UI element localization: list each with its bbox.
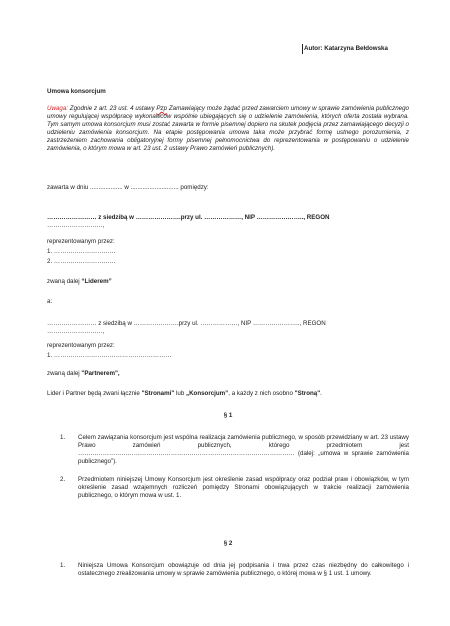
party1-rep-1: 1. ………………………… [47,248,116,255]
section2-heading: § 2 [223,540,233,547]
party1-details: …………………… z siedzibą w ………………….przy ul. ………………, NIP ………………….., REGON [47,214,330,221]
party1-represented: reprezentowanym przez: [47,238,115,245]
party2-details-cont: ………………………, [47,328,105,335]
document-title: Umowa konsorcjum [47,88,106,95]
author-line: Autor: Katarzyna Bełdowska [304,45,388,52]
s1-item2-num: 2. [60,476,66,483]
section1-heading: § 1 [223,412,233,419]
s2-item1-num: 1. [60,562,66,569]
party2-details: …………………… z siedzibą w ………………….przy ul. ………………, NIP ………………….., REGON [47,320,326,327]
s2-item1-text: Niniejsza Umowa Konsorcjum obowiązuje od dnia jej podpisania i trwa przez czas niezbędny do całkowitego i ostatecznego zrealizowania umowy w sprawie zamówienia publicznego, o której mowa w § 1 ust. 1 umowy. [78,562,409,577]
party2-rep-1: 1. ………………………………………………… [47,352,172,359]
party1-rep-2: 2. ………………………… [47,258,116,265]
party2-represented: reprezentowanym przez: [47,342,115,349]
party1-called: zwaną dalej “Liderem” [47,278,112,285]
legal-note: Uwaga: Zgodnie z art. 23 ust. 4 ustawy Pzp Zamawiający może żądać przed zawarciem umowy w sprawie zamówienia publicznego umowy regulującej współpracę wykonawców wspólnie ubiegających się o udzielenie zamówienia, których oferta została wybrana. Tym samym umowa konsorcjum musi zostać zawarta w formie pisemnej dopiero na skutek podjęcia przez zamawiającego decyzji o udzieleniu zamówienia konsorcjum. Na etapie postępowania umowa taka może przybrać formę ustnego porozumienia, z zastrzeżeniem zachowania obligatoryjnej formy pisemnej pełnomocnictwa do reprezentowania w postępowaniu o udzielenie zamówienia, o którym mowa w art. 23 ust. 2 ustawy Prawo zamówień publicznych). [47,105,409,152]
leader-term: “Liderem” [81,278,112,285]
text-cursor [302,44,303,54]
parties-sentence: Lider i Partner będą zwani łącznie "Stronami" lub „Konsorcjum”, a każdy z nich osobno "Stroną". [47,390,322,397]
party2-called: zwaną dalej "Partnerem", [47,370,120,377]
party1-details-cont: ………………………, [47,222,105,229]
and-label: a: [47,298,53,305]
s1-item1-num: 1. [60,434,66,441]
s1-item2-text: Przedmiotem niniejszej Umowy Konsorcjum jest określenie zasad współpracy oraz podział praw i obowiązków, w tym określenie zasad wzajemnych rozliczeń pomiędzy Stronami obowiązujących w trakcie realizacji zamówienia publicznego, o którym mowa w ust. 1. [78,476,409,499]
spelling-flag: Pzp [156,105,168,112]
s1-item1-text: Celem zawiązania konsorcjum jest wspólna realizacja zamówienia publicznego, w sposób przewidziany w art. 23 ustawy Prawo zamówień publicznych, którego przedmiotem jest …………………………………………………………………………………………… (dalej: „umowa w sprawie zamówienia publicznego”). [78,434,409,465]
note-label: Uwaga: [47,105,68,112]
partner-term: "Partnerem", [81,370,120,377]
concluded-line: zawarta w dniu ................... w ............................ pomiędzy: [47,184,209,191]
